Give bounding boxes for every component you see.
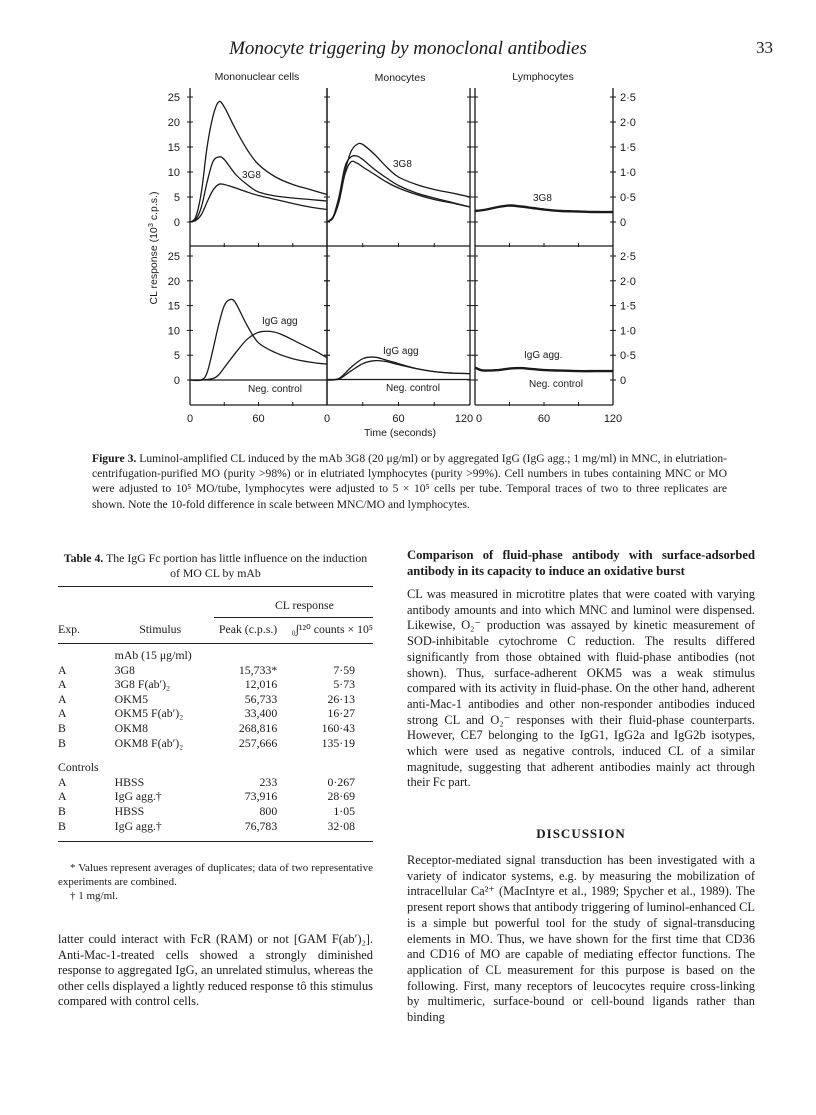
col-title-monocytes: Monocytes: [374, 72, 426, 84]
cell-integral: 28·69: [327, 789, 355, 804]
cell-exp: A: [58, 774, 67, 789]
cell-integral: 0·267: [327, 774, 355, 789]
cell-peak: 56,733: [244, 691, 278, 706]
trace-3-1: [190, 331, 327, 380]
cell-peak: 73,916: [244, 789, 278, 804]
caption-text: Luminol-amplified CL induced by the mAb 3G8 (20 μg/ml) or by aggregated IgG (IgG agg.; 1 mg/ml) in MNC, in elutriation-centrifugation-purified MO (purity >98%) or in elutriated lymphocytes (purity >99%). Cell numbers in tubes containing MNC or MO were adjusted to 10⁵ MO/tube, lymphocytes were adjusted to 5 × 10⁵ cells per tube. Temporal traces of two to three replicates are shown. Note the 10-fold difference in scale between MNC/MO and lymphocytes.: [92, 452, 727, 511]
caption-label: Figure 3.: [92, 452, 137, 465]
cell-peak: 12,016: [244, 677, 278, 692]
cell-exp: B: [58, 818, 66, 833]
cell-integral: 135·19: [321, 735, 355, 750]
cell-peak: 233: [259, 774, 278, 789]
y-tick-label-right: 1·5: [620, 142, 636, 154]
cell-stimulus: OKM8 F(ab′)₂: [114, 735, 184, 750]
x-tick-label: 0: [323, 413, 331, 425]
trace-0-2: [190, 184, 327, 222]
y-tick-label: 15: [167, 142, 180, 154]
table-row: [58, 804, 373, 819]
table-bottom-rule: [58, 841, 373, 842]
trace-5-0: [475, 368, 613, 372]
header-peak: Peak (c.p.s.): [218, 621, 278, 636]
cell-exp: A: [58, 706, 67, 721]
y-tick-label-right: 0: [620, 217, 627, 229]
annotation-igg-lym: IgG agg.: [524, 350, 563, 361]
footnote-dagger: † 1 mg/ml.: [70, 890, 118, 903]
section-mab: mAb (15 μg/ml): [114, 648, 192, 662]
cell-peak: 268,816: [238, 720, 278, 735]
x-tick-label: 120: [603, 413, 623, 425]
table-row: [58, 677, 373, 692]
x-tick-label: 0: [186, 413, 194, 425]
cell-integral: 160·43: [321, 720, 355, 735]
y-tick-label-right: 0·5: [620, 192, 636, 204]
table-row: [58, 706, 373, 721]
header-cl-response: CL response: [274, 598, 334, 613]
y-tick-label: 20: [167, 275, 180, 288]
cell-stimulus: HBSS: [114, 803, 145, 818]
y-tick-label-right: 0: [620, 375, 627, 387]
y-tick-label-right: 2·5: [620, 251, 636, 263]
y-tick-label: 5: [173, 192, 180, 204]
y-tick-label: 0: [173, 375, 180, 387]
y-tick-label-right: 1·0: [620, 325, 636, 338]
trace-0-0: [190, 101, 327, 222]
x-tick-label: 60: [392, 413, 405, 425]
paragraph-comparison: CL was measured in microtitre plates that were coated with varying antibody amounts and into which MNC and luminol were dispensed. Likewise, O₂⁻ production was assayed by kinetic measurement of SOD-inhibitable cytochrome C reduction. The results differed significantly from those obtained with fluid-phase antibodies (not shown). Thus, surface-adherent OKM5 was a weak stimulus compared with its activity in fluid-phase. On the other hand, adherent anti-Mac-1 antibodies and other non-responder antibodies induced strong CL and O₂⁻ responses with their fluid-phase counterparts. However, CE7 belonging to the IgG1, IgG2a and IgG2b isotypes, which were used as negative controls, induced CL of a similar magnitude, suggesting that adherent antibodies mainly act through their Fc part.: [407, 587, 755, 790]
x-axis-label: Time (seconds): [364, 427, 436, 439]
trace-2-0: [475, 205, 613, 212]
cell-exp: A: [58, 677, 67, 692]
cell-integral: 26·13: [327, 691, 355, 706]
table-4: [58, 586, 373, 842]
y-tick-label: 10: [167, 167, 180, 179]
annotation-igg-mo: IgG agg: [383, 346, 419, 357]
cell-peak: 257,666: [238, 735, 278, 750]
discussion-heading: DISCUSSION: [536, 826, 626, 841]
table-row: [58, 819, 373, 834]
cell-stimulus: OKM8: [114, 720, 149, 735]
table-4-grid: [58, 587, 373, 842]
table-row: [58, 721, 373, 736]
y-tick-label: 20: [167, 117, 180, 129]
cell-stimulus: OKM5: [114, 691, 149, 706]
table-title-text: The IgG Fc portion has little influence on the induction of MO CL by mAb: [103, 551, 368, 580]
cell-integral: 32·08: [327, 818, 355, 833]
cell-integral: 16·27: [327, 706, 355, 721]
cell-exp: B: [58, 720, 66, 735]
y-tick-label-right: 0·5: [620, 350, 636, 363]
cell-exp: B: [58, 735, 66, 750]
x-tick-label: 120: [454, 413, 474, 425]
y-axis-label: CL response ($10^3$ c.p.s.): [146, 191, 160, 305]
cell-peak: 33,400: [244, 706, 278, 721]
left-column-text: latter could interact with FcR (RAM) or not [GAM F(ab′)₂]. Anti-Mac-1-treated cells showed a strongly diminished response to aggregated IgG, an unrelated stimulus, whereas the other cells displayed a lightly reduced response tô this stimulus compared with control cells.: [58, 932, 373, 1009]
cell-peak: 800: [259, 803, 278, 818]
annotation-igg-mnc: IgG agg: [262, 316, 298, 327]
figure-caption: [92, 451, 727, 512]
table-row: [58, 663, 373, 678]
table-row: [58, 789, 373, 804]
cell-exp: A: [58, 789, 67, 804]
y-tick-label-right: 1·0: [620, 167, 636, 179]
y-tick-label-right: 1·5: [620, 300, 636, 313]
cell-integral: 7·59: [333, 662, 355, 677]
table-4-title: [58, 551, 373, 581]
annotation-3g8-mo: 3G8: [393, 159, 412, 170]
y-tick-label-right: 2·0: [620, 275, 636, 288]
cell-exp: B: [58, 803, 66, 818]
header-exp: Exp.: [58, 621, 80, 636]
y-tick-label: 5: [173, 350, 180, 363]
y-tick-label: 25: [167, 251, 180, 263]
x-tick-label: 0: [475, 413, 483, 425]
trace-3-0: [190, 299, 327, 380]
footnote-star: * Values represent averages of duplicates; data of two representative experiments are combined.: [58, 862, 373, 889]
cell-integral: 5·73: [333, 677, 355, 692]
section-controls: Controls: [58, 760, 99, 775]
y-tick-label: 0: [173, 217, 180, 229]
header-integral: ₀∫¹²⁰ counts × 10⁵: [291, 621, 373, 636]
header-stimulus: Stimulus: [139, 621, 182, 636]
x-tick-label: 60: [537, 413, 551, 425]
y-tick-label: 10: [167, 325, 180, 338]
cell-stimulus: HBSS: [114, 774, 145, 789]
running-title: Monocyte triggering by monoclonal antibodies: [229, 38, 587, 59]
cell-integral: 1·05: [333, 803, 355, 818]
paragraph-discussion: Receptor-mediated signal transduction has been investigated with a variety of indicator systems, e.g. by measuring the mobilization of intracellular Ca²⁺ (MacIntyre et al., 1989; Spycher et al., 1989). The present report shows that antibody triggering of luminol-enhanced CL is a simple but powerful tool for the study of signal-transducing elements in MO. Thus, we have shown for the first time that CD36 and CD16 of MO are capable of mediating effector functions. The application of CL measurement for this purpose is based on the following. First, many receptors of leucocytes require cross-linking by multimeric, surface-bound or cell-bound ligands rather than binding: [407, 853, 755, 1025]
cell-stimulus: IgG agg.†: [114, 789, 162, 804]
y-tick-label: 25: [167, 92, 180, 104]
page-number: 33: [756, 38, 773, 57]
col-title-mononuclear: Mononuclear cells: [214, 71, 300, 83]
col-title-lymphocytes: Lymphocytes: [512, 71, 574, 83]
table-footnotes: [58, 861, 373, 904]
cell-stimulus: 3G8: [114, 662, 135, 677]
y-tick-label-right: 2·5: [620, 92, 636, 104]
cell-stimulus: IgG agg.†: [114, 818, 162, 833]
trace-1-2: [327, 161, 470, 222]
y-tick-label-right: 2·0: [620, 117, 636, 129]
trace-4-0: [327, 357, 470, 380]
y-tick-label: 15: [167, 300, 180, 313]
cell-stimulus: OKM5 F(ab′)₂: [114, 706, 184, 721]
figure-3: [0, 0, 816, 440]
traces: [190, 101, 613, 380]
x-tick-label: 60: [252, 413, 265, 425]
cell-exp: A: [58, 662, 67, 677]
annotation-neg-mo: Neg. control: [386, 383, 440, 394]
table-label: Table 4.: [63, 551, 104, 565]
table-row: [58, 775, 373, 790]
annotation-neg-lym: Neg. control: [529, 379, 583, 390]
cell-exp: A: [58, 691, 67, 706]
table-row: [58, 736, 373, 751]
header-rule: [58, 643, 373, 644]
table-row: [58, 692, 373, 707]
cell-peak: 76,783: [244, 818, 278, 833]
cell-stimulus: 3G8 F(ab′)₂: [114, 677, 171, 692]
annotation-3g8-lym: 3G8: [533, 193, 552, 204]
trace-0-1: [190, 157, 327, 222]
section-heading: Comparison of fluid-phase antibody with surface-adsorbed antibody in its capacity to induce an oxidative burst: [407, 548, 755, 578]
annotation-3g8-mnc: 3G8: [242, 170, 261, 181]
trace-1-0: [327, 143, 470, 222]
cell-peak: 15,733*: [238, 662, 278, 677]
annotation-neg-mnc: Neg. control: [248, 384, 302, 395]
